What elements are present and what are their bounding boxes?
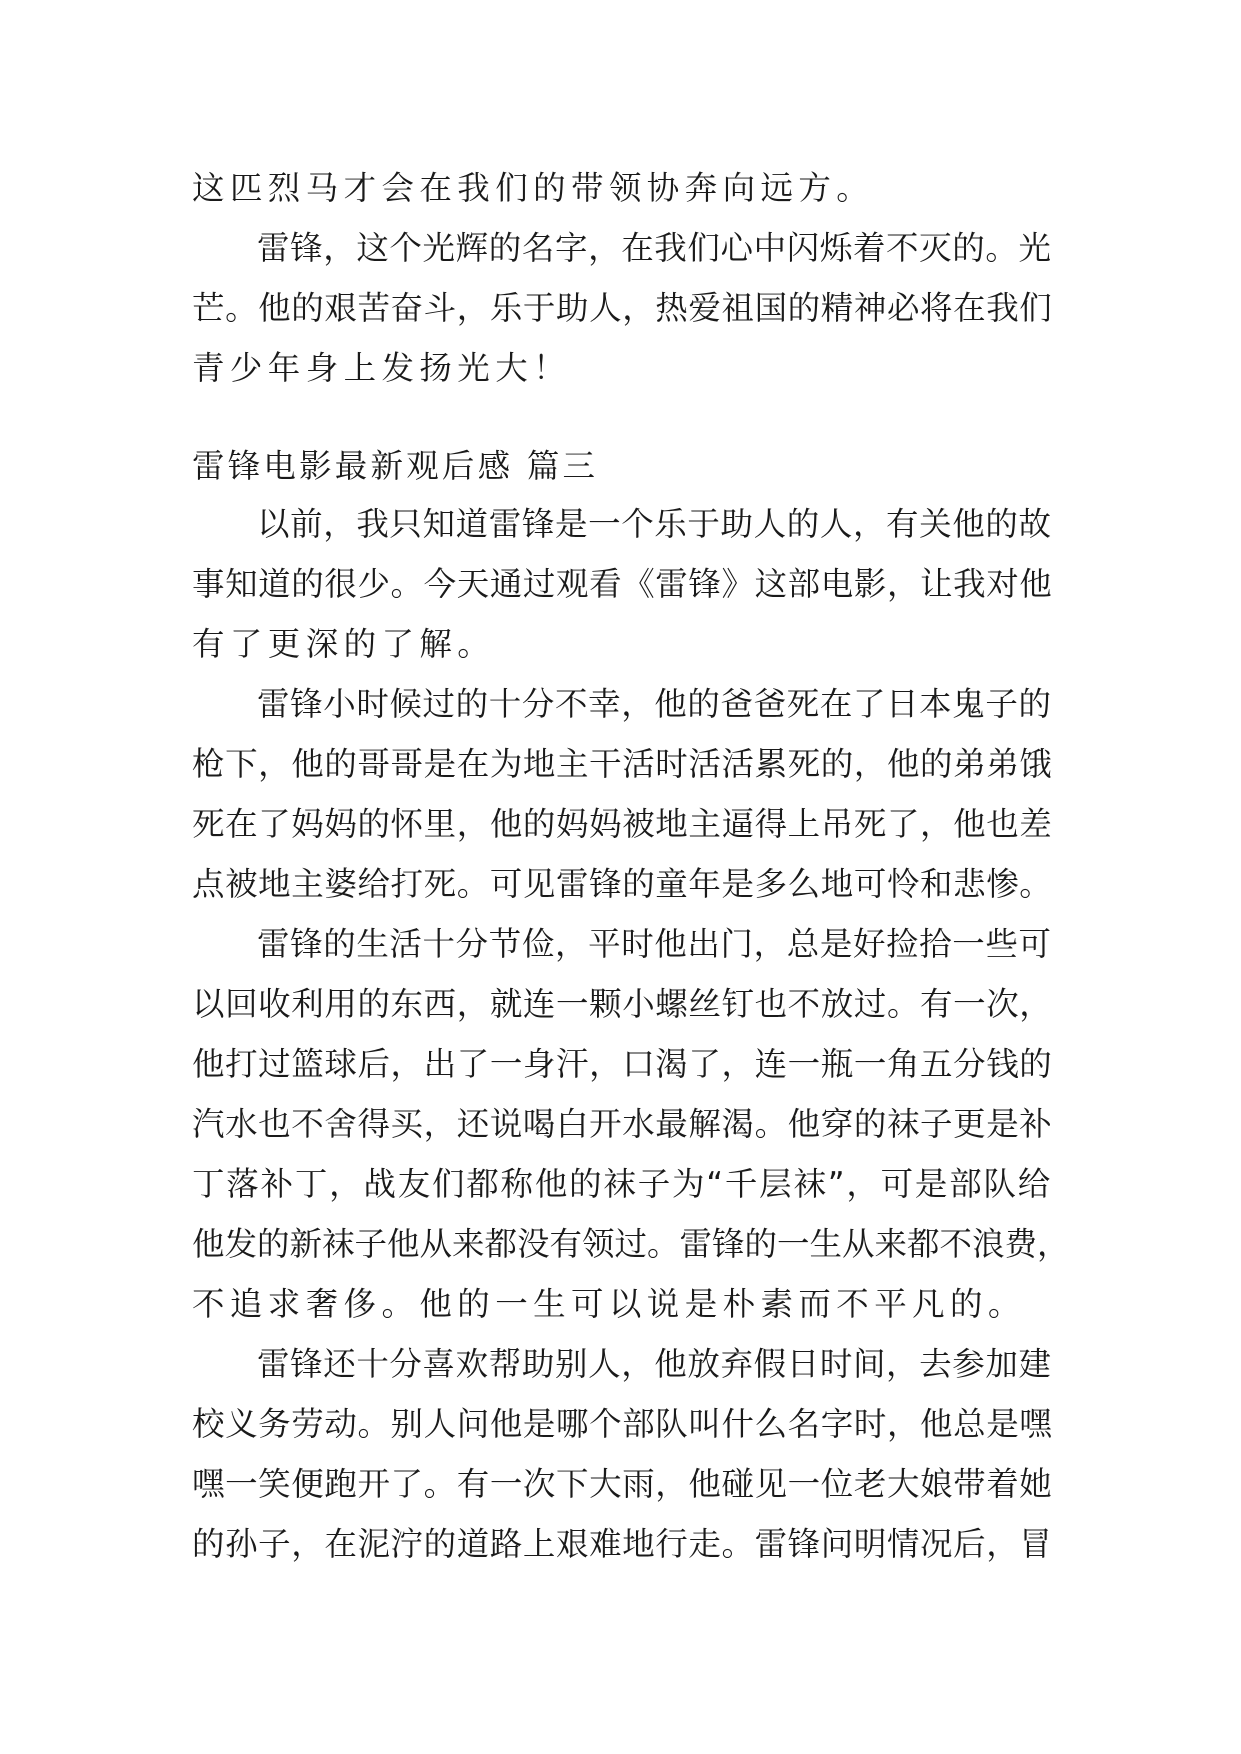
text-line: 汽水也不舍得买，还说喝白开水最解渴。他穿的袜子更是补 <box>192 1105 1053 1143</box>
text-line: 丁落补丁，战友们都称他的袜子为“千层袜”，可是部队给 <box>192 1165 1053 1203</box>
text-line: 不追求奢侈。他的一生可以说是朴素而不平凡的。 <box>192 1285 1026 1323</box>
text-line: 死在了妈妈的怀里，他的妈妈被地主逼得上吊死了，他也差 <box>192 805 1053 843</box>
paragraph-first-line: 雷锋小时候过的十分不幸，他的爸爸死在了日本鬼子的 <box>257 685 1052 723</box>
paragraph-first-line: 雷锋还十分喜欢帮助别人，他放弃假日时间，去参加建 <box>257 1345 1052 1383</box>
text-line: 他打过篮球后，出了一身汗，口渴了，连一瓶一角五分钱的 <box>192 1045 1053 1083</box>
text-line: 这匹烈马才会在我们的带领协奔向远方。 <box>192 169 875 207</box>
text-line: 以回收利用的东西，就连一颗小螺丝钉也不放过。有一次， <box>192 985 1053 1023</box>
text-line: 他发的新袜子他从来都没有领过。雷锋的一生从来都不浪费， <box>192 1225 1070 1263</box>
text-line: 的孙子，在泥泞的道路上艰难地行走。雷锋问明情况后，冒 <box>192 1525 1053 1563</box>
text-line: 校义务劳动。别人问他是哪个部队叫什么名字时，他总是嘿 <box>192 1405 1053 1443</box>
text-line: 青少年身上发扬光大！ <box>192 349 572 387</box>
text-line: 枪下，他的哥哥是在为地主干活时活活累死的，他的弟弟饿 <box>192 745 1053 783</box>
text-line: 点被地主婆给打死。可见雷锋的童年是多么地可怜和悲惨。 <box>192 865 1053 903</box>
text-line: 嘿一笑便跑开了。有一次下大雨，他碰见一位老大娘带着她 <box>192 1465 1053 1503</box>
text-line: 有了更深的了解。 <box>192 625 496 663</box>
paragraph-first-line: 雷锋的生活十分节俭，平时他出门，总是好捡拾一些可 <box>257 925 1052 963</box>
text-line: 事知道的很少。今天通过观看《雷锋》这部电影，让我对他 <box>192 565 1053 603</box>
paragraph-first-line: 雷锋，这个光辉的名字，在我们心中闪烁着不灭的。光 <box>257 229 1052 267</box>
text-line: 芒。他的艰苦奋斗，乐于助人，热爱祖国的精神必将在我们 <box>192 289 1053 327</box>
section-heading: 雷锋电影最新观后感 篇三 <box>192 447 599 485</box>
paragraph-first-line: 以前，我只知道雷锋是一个乐于助人的人，有关他的故 <box>257 505 1052 543</box>
